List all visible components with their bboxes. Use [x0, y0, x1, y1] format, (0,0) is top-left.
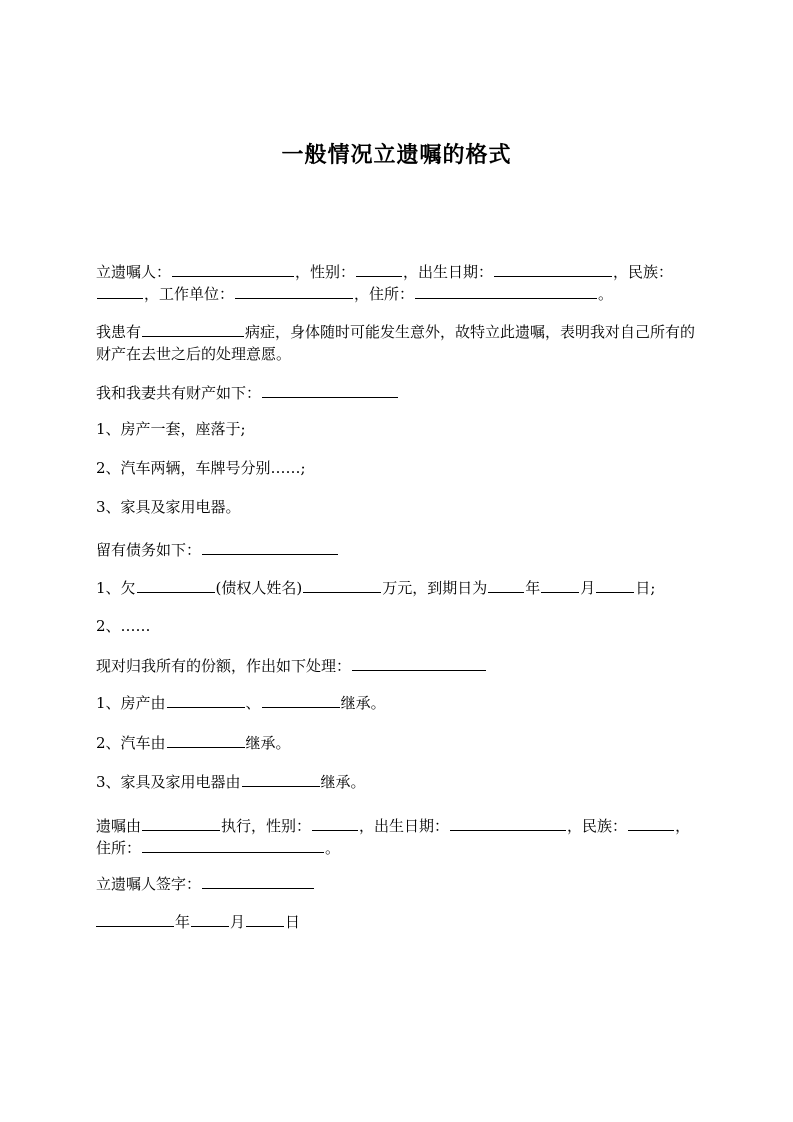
amount-blank[interactable]: [303, 577, 381, 593]
day-label: 日;: [635, 579, 656, 597]
year-label: 年: [525, 579, 541, 597]
date-line: [96, 911, 700, 933]
house-prefix: 1、房产由: [96, 694, 166, 712]
disposal-heading: [96, 655, 700, 677]
furniture-prefix: 3、家具及家用电器由: [96, 773, 241, 791]
executor-ethnicity-blank[interactable]: [628, 815, 674, 831]
illness-blank[interactable]: [142, 321, 244, 337]
furniture-suffix: 继承。: [320, 773, 366, 791]
ethnicity-label: ，民族：: [613, 263, 674, 281]
car-prefix: 2、汽车由: [96, 734, 166, 752]
house-sep: 、: [245, 694, 261, 712]
period: 。: [598, 285, 614, 303]
work-unit-blank[interactable]: [235, 283, 353, 299]
sign-day-label: 日: [285, 913, 301, 931]
furniture-heir-blank[interactable]: [242, 771, 320, 787]
house-heir-2-blank[interactable]: [262, 692, 340, 708]
signature-label: 立遗嘱人签字：: [96, 875, 202, 893]
sign-year-label: 年: [175, 913, 191, 931]
executor-gender-blank[interactable]: [312, 815, 358, 831]
work-label: ，工作单位：: [144, 285, 235, 303]
executor-birth-label: ，出生日期：: [359, 817, 450, 835]
executor-info: [96, 815, 700, 859]
month-label: 月: [580, 579, 596, 597]
due-year-blank[interactable]: [488, 577, 524, 593]
executor-birth-blank[interactable]: [450, 815, 566, 831]
due-day-blank[interactable]: [596, 577, 634, 593]
birth-date-blank[interactable]: [494, 261, 612, 277]
executor-address-blank[interactable]: [142, 837, 324, 853]
testator-name-blank[interactable]: [172, 261, 294, 277]
disposal-blank[interactable]: [352, 655, 486, 671]
debt-prefix: 1、欠: [96, 579, 136, 597]
ethnicity-blank[interactable]: [97, 283, 143, 299]
executor-comma: ，: [675, 817, 691, 835]
amount-unit: 万元，到期日为: [382, 579, 488, 597]
sign-day-blank[interactable]: [246, 911, 284, 927]
sign-month-blank[interactable]: [191, 911, 229, 927]
testator-info: [96, 261, 700, 305]
joint-property-label: 我和我妻共有财产如下：: [96, 384, 262, 402]
disposal-house: [96, 692, 700, 714]
birth-label: ，出生日期：: [403, 263, 494, 281]
sign-year-blank[interactable]: [96, 911, 174, 927]
creditor-note: (债权人姓名): [215, 579, 303, 597]
debts-heading: [96, 539, 700, 561]
illness-prefix: 我患有: [96, 323, 142, 341]
debt-item-1: [96, 577, 700, 599]
property-item-3: 3、家具及家用电器。: [96, 498, 241, 516]
creditor-blank[interactable]: [137, 577, 215, 593]
disposal-car: [96, 732, 700, 754]
car-suffix: 继承。: [245, 734, 291, 752]
signature-blank[interactable]: [202, 873, 314, 889]
executor-end: 。: [325, 839, 341, 857]
disposal-label: 现对归我所有的份额，作出如下处理：: [96, 657, 352, 675]
joint-property-heading: [96, 382, 700, 404]
house-suffix: 继承。: [340, 694, 386, 712]
property-item-2: 2、汽车两辆，车牌号分别……;: [96, 459, 306, 477]
executor-ethnicity-label: ，民族：: [567, 817, 628, 835]
executor-address-label: 住所：: [96, 839, 142, 857]
due-month-blank[interactable]: [541, 577, 579, 593]
illness-suffix: 病症，身体随时可能发生意外，故特立此遗嘱，表明我对自己所有的财产在去世之后的处理意愿。: [96, 323, 696, 363]
illness-paragraph: [96, 321, 700, 365]
debts-blank[interactable]: [202, 539, 338, 555]
signature-line: [96, 873, 700, 895]
executor-name-blank[interactable]: [142, 815, 220, 831]
joint-property-blank[interactable]: [262, 382, 398, 398]
debt-item-2: 2、……: [96, 617, 151, 635]
gender-label: ，性别：: [295, 263, 356, 281]
testator-label: 立遗嘱人：: [96, 263, 172, 281]
address-blank[interactable]: [415, 283, 597, 299]
sign-month-label: 月: [230, 913, 246, 931]
disposal-furniture: [96, 771, 700, 793]
debts-label: 留有债务如下：: [96, 541, 202, 559]
car-heir-blank[interactable]: [167, 732, 245, 748]
document-title: 一般情况立遗嘱的格式: [281, 143, 512, 168]
property-item-1: 1、房产一套，座落于;: [96, 420, 246, 438]
executor-gender-label: 执行，性别：: [221, 817, 312, 835]
address-label: ，住所：: [354, 285, 415, 303]
executor-prefix: 遗嘱由: [96, 817, 142, 835]
gender-blank[interactable]: [356, 261, 402, 277]
house-heir-1-blank[interactable]: [167, 692, 245, 708]
